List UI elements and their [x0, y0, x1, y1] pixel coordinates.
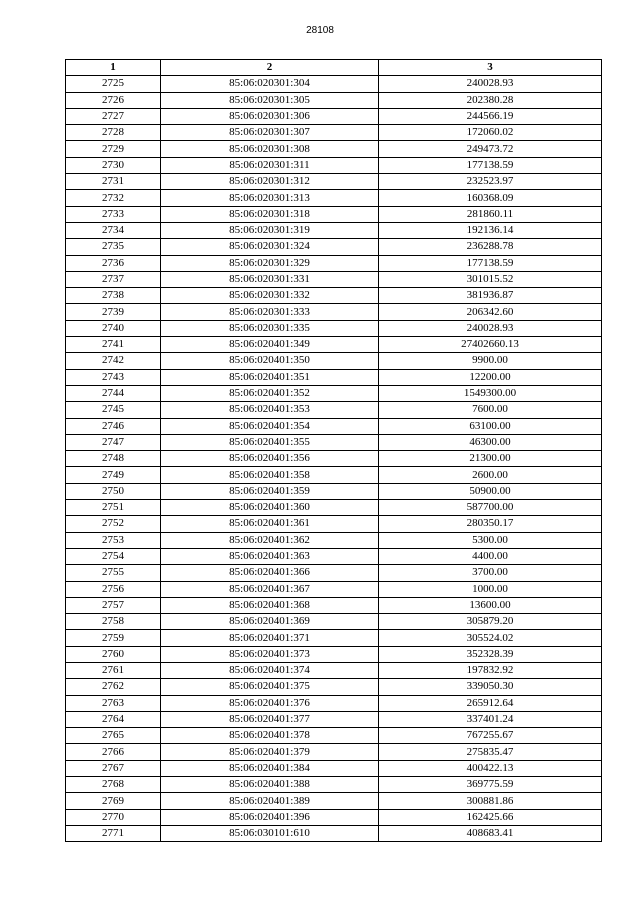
- table-row: [66, 206, 602, 222]
- cadastral-number-cell: 85:06:020401:354: [161, 418, 379, 434]
- row-number-cell: 2728: [66, 125, 161, 141]
- table-row: [66, 337, 602, 353]
- table-row: [66, 255, 602, 271]
- cadastral-number-cell: 85:06:020401:352: [161, 385, 379, 401]
- table-row: [66, 76, 602, 92]
- value-cell: 21300.00: [379, 451, 602, 467]
- cadastral-number-cell: 85:06:020401:388: [161, 777, 379, 793]
- row-number-cell: 2737: [66, 271, 161, 287]
- cadastral-number-cell: 85:06:020401:373: [161, 646, 379, 662]
- cadastral-number-cell: 85:06:020401:356: [161, 451, 379, 467]
- value-cell: 1549300.00: [379, 385, 602, 401]
- row-number-cell: 2767: [66, 760, 161, 776]
- table-body: [66, 76, 602, 842]
- table-row: [66, 190, 602, 206]
- table-row: [66, 662, 602, 678]
- register-table: [65, 59, 602, 842]
- cadastral-number-cell: 85:06:020301:335: [161, 320, 379, 336]
- table-row: [66, 809, 602, 825]
- table-row: [66, 92, 602, 108]
- cadastral-number-cell: 85:06:020401:358: [161, 467, 379, 483]
- cadastral-number-cell: 85:06:020301:311: [161, 157, 379, 173]
- value-cell: 2600.00: [379, 467, 602, 483]
- row-number-cell: 2763: [66, 695, 161, 711]
- table-row: [66, 108, 602, 124]
- value-cell: 339050.30: [379, 679, 602, 695]
- table-row: [66, 516, 602, 532]
- value-cell: 7600.00: [379, 402, 602, 418]
- row-number-cell: 2744: [66, 385, 161, 401]
- table-row: [66, 581, 602, 597]
- row-number-cell: 2754: [66, 548, 161, 564]
- row-number-cell: 2726: [66, 92, 161, 108]
- page-number: 28108: [306, 25, 334, 36]
- row-number-cell: 2759: [66, 630, 161, 646]
- table-row: [66, 679, 602, 695]
- row-number-cell: 2741: [66, 337, 161, 353]
- row-number-cell: 2760: [66, 646, 161, 662]
- table-row: [66, 157, 602, 173]
- table-row: [66, 402, 602, 418]
- cadastral-number-cell: 85:06:020401:376: [161, 695, 379, 711]
- table-row: [66, 760, 602, 776]
- row-number-cell: 2761: [66, 662, 161, 678]
- cadastral-number-cell: 85:06:020401:377: [161, 711, 379, 727]
- cadastral-number-cell: 85:06:020301:306: [161, 108, 379, 124]
- cadastral-number-cell: 85:06:020401:396: [161, 809, 379, 825]
- cadastral-number-cell: 85:06:020301:313: [161, 190, 379, 206]
- value-cell: 197832.92: [379, 662, 602, 678]
- value-cell: 244566.19: [379, 108, 602, 124]
- table-row: [66, 369, 602, 385]
- table-row: [66, 711, 602, 727]
- row-number-cell: 2729: [66, 141, 161, 157]
- table-row: [66, 174, 602, 190]
- cadastral-number-cell: 85:06:020301:318: [161, 206, 379, 222]
- cadastral-number-cell: 85:06:020301:319: [161, 222, 379, 238]
- row-number-cell: 2732: [66, 190, 161, 206]
- column-header-1: 1: [66, 60, 161, 76]
- row-number-cell: 2738: [66, 288, 161, 304]
- value-cell: 587700.00: [379, 500, 602, 516]
- value-cell: 5300.00: [379, 532, 602, 548]
- row-number-cell: 2742: [66, 353, 161, 369]
- table-row: [66, 646, 602, 662]
- row-number-cell: 2733: [66, 206, 161, 222]
- cadastral-number-cell: 85:06:020401:379: [161, 744, 379, 760]
- value-cell: 172060.02: [379, 125, 602, 141]
- value-cell: 369775.59: [379, 777, 602, 793]
- value-cell: 162425.66: [379, 809, 602, 825]
- table-row: [66, 418, 602, 434]
- header-row: [66, 60, 602, 76]
- row-number-cell: 2769: [66, 793, 161, 809]
- row-number-cell: 2764: [66, 711, 161, 727]
- row-number-cell: 2766: [66, 744, 161, 760]
- cadastral-number-cell: 85:06:020401:389: [161, 793, 379, 809]
- row-number-cell: 2753: [66, 532, 161, 548]
- value-cell: 408683.41: [379, 825, 602, 841]
- value-cell: 27402660.13: [379, 337, 602, 353]
- cadastral-number-cell: 85:06:020401:368: [161, 597, 379, 613]
- row-number-cell: 2727: [66, 108, 161, 124]
- table-row: [66, 385, 602, 401]
- row-number-cell: 2756: [66, 581, 161, 597]
- cadastral-number-cell: 85:06:020401:350: [161, 353, 379, 369]
- cadastral-number-cell: 85:06:020401:359: [161, 483, 379, 499]
- value-cell: 305524.02: [379, 630, 602, 646]
- table-row: [66, 141, 602, 157]
- cadastral-number-cell: 85:06:020401:355: [161, 434, 379, 450]
- row-number-cell: 2746: [66, 418, 161, 434]
- table-row: [66, 353, 602, 369]
- value-cell: 12200.00: [379, 369, 602, 385]
- table-row: [66, 239, 602, 255]
- row-number-cell: 2752: [66, 516, 161, 532]
- value-cell: 275835.47: [379, 744, 602, 760]
- row-number-cell: 2743: [66, 369, 161, 385]
- cadastral-number-cell: 85:06:020301:307: [161, 125, 379, 141]
- value-cell: 46300.00: [379, 434, 602, 450]
- row-number-cell: 2749: [66, 467, 161, 483]
- cadastral-number-cell: 85:06:020301:305: [161, 92, 379, 108]
- row-number-cell: 2739: [66, 304, 161, 320]
- cadastral-number-cell: 85:06:020301:329: [161, 255, 379, 271]
- table-row: [66, 695, 602, 711]
- value-cell: 240028.93: [379, 320, 602, 336]
- table-row: [66, 467, 602, 483]
- cadastral-number-cell: 85:06:020301:333: [161, 304, 379, 320]
- row-number-cell: 2740: [66, 320, 161, 336]
- cadastral-number-cell: 85:06:030101:610: [161, 825, 379, 841]
- cadastral-number-cell: 85:06:020401:367: [161, 581, 379, 597]
- value-cell: 381936.87: [379, 288, 602, 304]
- table-row: [66, 125, 602, 141]
- row-number-cell: 2748: [66, 451, 161, 467]
- value-cell: 280350.17: [379, 516, 602, 532]
- row-number-cell: 2736: [66, 255, 161, 271]
- cadastral-number-cell: 85:06:020401:369: [161, 614, 379, 630]
- value-cell: 13600.00: [379, 597, 602, 613]
- value-cell: 240028.93: [379, 76, 602, 92]
- row-number-cell: 2765: [66, 728, 161, 744]
- table-row: [66, 793, 602, 809]
- cadastral-number-cell: 85:06:020401:353: [161, 402, 379, 418]
- cadastral-number-cell: 85:06:020301:304: [161, 76, 379, 92]
- value-cell: 50900.00: [379, 483, 602, 499]
- cadastral-number-cell: 85:06:020401:360: [161, 500, 379, 516]
- table-row: [66, 451, 602, 467]
- row-number-cell: 2751: [66, 500, 161, 516]
- value-cell: 160368.09: [379, 190, 602, 206]
- table-row: [66, 548, 602, 564]
- row-number-cell: 2750: [66, 483, 161, 499]
- column-header-3: 3: [379, 60, 602, 76]
- cadastral-number-cell: 85:06:020401:378: [161, 728, 379, 744]
- row-number-cell: 2731: [66, 174, 161, 190]
- table-row: [66, 483, 602, 499]
- value-cell: 1000.00: [379, 581, 602, 597]
- value-cell: 236288.78: [379, 239, 602, 255]
- value-cell: 63100.00: [379, 418, 602, 434]
- cadastral-number-cell: 85:06:020301:312: [161, 174, 379, 190]
- cadastral-number-cell: 85:06:020401:362: [161, 532, 379, 548]
- value-cell: 206342.60: [379, 304, 602, 320]
- value-cell: 352328.39: [379, 646, 602, 662]
- table-row: [66, 271, 602, 287]
- column-header-2: 2: [161, 60, 379, 76]
- cadastral-number-cell: 85:06:020401:384: [161, 760, 379, 776]
- table-row: [66, 222, 602, 238]
- row-number-cell: 2745: [66, 402, 161, 418]
- table-row: [66, 825, 602, 841]
- cadastral-number-cell: 85:06:020301:332: [161, 288, 379, 304]
- table-header: [66, 60, 602, 76]
- value-cell: 281860.11: [379, 206, 602, 222]
- row-number-cell: 2768: [66, 777, 161, 793]
- value-cell: 301015.52: [379, 271, 602, 287]
- value-cell: 202380.28: [379, 92, 602, 108]
- cadastral-number-cell: 85:06:020401:375: [161, 679, 379, 695]
- row-number-cell: 2770: [66, 809, 161, 825]
- table-row: [66, 288, 602, 304]
- value-cell: 249473.72: [379, 141, 602, 157]
- value-cell: 177138.59: [379, 255, 602, 271]
- row-number-cell: 2762: [66, 679, 161, 695]
- value-cell: 3700.00: [379, 565, 602, 581]
- row-number-cell: 2747: [66, 434, 161, 450]
- table-row: [66, 777, 602, 793]
- table-row: [66, 304, 602, 320]
- value-cell: 265912.64: [379, 695, 602, 711]
- value-cell: 767255.67: [379, 728, 602, 744]
- cadastral-number-cell: 85:06:020401:374: [161, 662, 379, 678]
- row-number-cell: 2725: [66, 76, 161, 92]
- table-row: [66, 597, 602, 613]
- table-row: [66, 434, 602, 450]
- value-cell: 192136.14: [379, 222, 602, 238]
- cadastral-number-cell: 85:06:020401:361: [161, 516, 379, 532]
- table-row: [66, 614, 602, 630]
- value-cell: 400422.13: [379, 760, 602, 776]
- table-row: [66, 728, 602, 744]
- value-cell: 232523.97: [379, 174, 602, 190]
- value-cell: 9900.00: [379, 353, 602, 369]
- cadastral-number-cell: 85:06:020301:331: [161, 271, 379, 287]
- row-number-cell: 2755: [66, 565, 161, 581]
- row-number-cell: 2757: [66, 597, 161, 613]
- row-number-cell: 2730: [66, 157, 161, 173]
- table-row: [66, 630, 602, 646]
- row-number-cell: 2758: [66, 614, 161, 630]
- row-number-cell: 2735: [66, 239, 161, 255]
- value-cell: 177138.59: [379, 157, 602, 173]
- value-cell: 337401.24: [379, 711, 602, 727]
- cadastral-number-cell: 85:06:020401:363: [161, 548, 379, 564]
- table-row: [66, 565, 602, 581]
- value-cell: 4400.00: [379, 548, 602, 564]
- table-row: [66, 320, 602, 336]
- row-number-cell: 2734: [66, 222, 161, 238]
- value-cell: 300881.86: [379, 793, 602, 809]
- row-number-cell: 2771: [66, 825, 161, 841]
- cadastral-number-cell: 85:06:020401:349: [161, 337, 379, 353]
- table-row: [66, 532, 602, 548]
- cadastral-number-cell: 85:06:020401:371: [161, 630, 379, 646]
- cadastral-number-cell: 85:06:020301:308: [161, 141, 379, 157]
- table-row: [66, 744, 602, 760]
- cadastral-number-cell: 85:06:020301:324: [161, 239, 379, 255]
- cadastral-number-cell: 85:06:020401:366: [161, 565, 379, 581]
- cadastral-number-cell: 85:06:020401:351: [161, 369, 379, 385]
- value-cell: 305879.20: [379, 614, 602, 630]
- table-row: [66, 500, 602, 516]
